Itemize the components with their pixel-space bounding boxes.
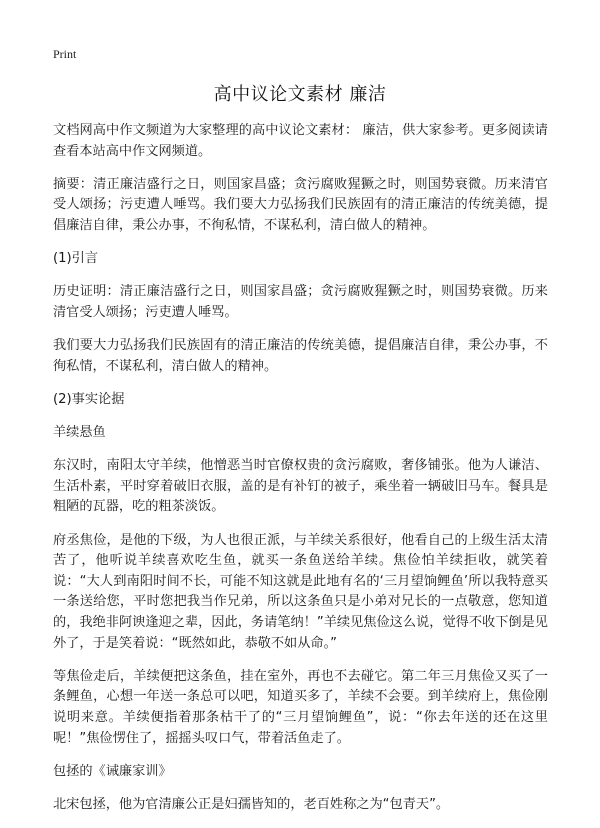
document-body (53, 121, 548, 828)
document-title: 高中议论文素材 廉洁 (213, 84, 387, 105)
abstract-paragraph: 摘要：清正廉洁盛行之日，则国家昌盛；贪污腐败猩獗之时，则国势衰微。历来清官受人颂扬；污吏遭人唾骂。我们要大力弘扬我们民族固有的清正廉洁的传统美德，提倡廉洁自律，秉公办事，不徇私情，不谋私利，清白做人的精神。 (53, 176, 548, 233)
yang-xu-paragraph-1: 东汉时，南阳太守羊续，他憎恶当时官僚权贵的贪污腐败，奢侈铺张。他为人谦洁、生活朴素，平时穿着破旧衣服，盖的是有补钉的被子，乘坐着一辆破旧马车。餐具是粗陋的瓦器，吃的粗茶淡饭。 (53, 458, 548, 515)
subheading-bao-zheng: 包拯的《诫廉家训》 (53, 763, 172, 779)
intro-paragraph: 文档网高中作文频道为大家整理的高中议论文素材： 廉洁，供大家参考。更多阅读请查看本站高中作文网频道。 (53, 123, 548, 159)
section-heading-evidence: (2)事实论据 (53, 391, 125, 407)
subheading-yang-xu: 羊续悬鱼 (53, 425, 106, 441)
virtue-paragraph: 我们要大力弘扬我们民族固有的清正廉洁的传统美德，提倡廉洁自律，秉公办事，不徇私情，不谋私利，清白做人的精神。 (53, 338, 548, 374)
bao-zheng-paragraph: 北宋包拯，他为官清廉公正是妇孺皆知的，老百姓称之为“包青天”。 (53, 796, 450, 812)
history-paragraph: 历史证明：清正廉洁盛行之日，则国家昌盛；贪污腐败猩獗之时，则国势衰微。历来清官受人颂扬；污吏遭人唾骂。 (53, 284, 548, 320)
print-label: Print (53, 47, 77, 61)
yang-xu-paragraph-3: 等焦俭走后，羊续便把这条鱼，挂在室外，再也不去碰它。第二年三月焦俭又买了一条鲤鱼，心想一年送一条总可以吧，知道买多了，羊续不会要。到羊续府上，焦俭刚说明来意。羊续便指着那条枯干了的“三月望饷鲤鱼”，说：“你去年送的还在这里呢！”焦俭愣住了，摇摇头叹口气，带着活鱼走了。 (53, 668, 548, 746)
section-heading-introduction: (1)引言 (53, 251, 99, 267)
yang-xu-paragraph-2: 府丞焦俭，是他的下级，为人也很正派，与羊续关系很好，他看自己的上级生活太清苦了，他听说羊续喜欢吃生鱼，就买一条鱼送给羊续。焦俭怕羊续拒收，就笑着说：“大人到南阳时间不长，可能不知这就是此地有名的‘三月望饷鲤鱼’所以我特意买一条送给您，平时您把我当作兄弟，所以这条鱼只是小弟对兄长的一点敬意，您知道的，我绝非阿谀逢迎之辈，因此，务请笔纳！”羊续见焦俭这么说，觉得不收下倒是见外了，于是笑着说：“既然如此，恭敬不如从命。” (53, 532, 548, 651)
